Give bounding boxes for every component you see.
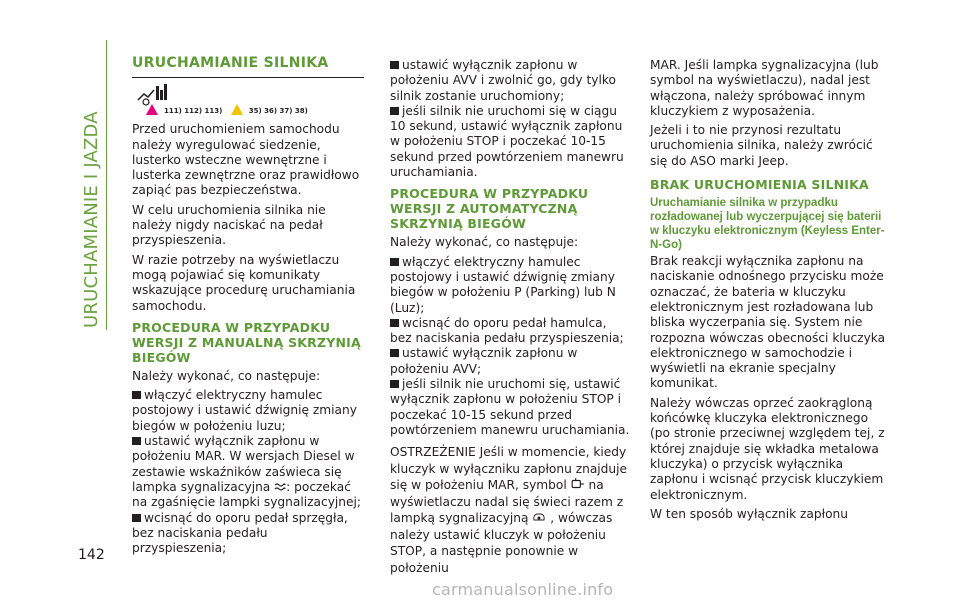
key-warning-icon — [571, 478, 585, 490]
list-item: wcisnąć do oporu pedał hamulca, bez naciskania pedału przyspieszenia; — [390, 315, 624, 346]
page-number: 142 — [78, 547, 105, 563]
caution-references: 35) 36) 37) 38) — [248, 107, 308, 116]
warning-paragraph: OSTRZEŻENIE Jeśli w momencie, kiedy kluczyk w wyłączniku zapłonu znajduje się w położeniu MAR, symbol na wyświetlaczu nadal się świeci razem z lampką sygnalizacyjną , wówczas należy ustawić kluczyk w położeniu STOP, a następnie ponownie w położeniu — [390, 445, 628, 575]
subsection-title: Uruchamianie silnika w przypadku rozładowanej lub wyczerpującej się baterii w kluczyku elektronicznym (Keyless Enter-N-Go) — [650, 197, 885, 252]
glow-plug-icon — [274, 482, 286, 492]
paragraph: W celu uruchomienia silnika nie należy nigdy naciskać na pedał przyspieszenia. — [132, 202, 326, 248]
list-item: włączyć elektryczny hamulec postojowy i ustawić dźwignię zmiany biegów w położeniu P (Parking) lub N (Luz); — [390, 254, 616, 315]
section-title: PROCEDURA W PRZYPADKU WERSJI Z AUTOMATYCZNĄ SKRZYNIĄ BIEGÓW — [390, 186, 589, 232]
bullet-icon — [132, 391, 141, 399]
bullet-icon — [390, 258, 399, 266]
chapter-sidebar — [78, 38, 106, 328]
paragraph: Należy wykonać, co następuje: — [390, 235, 579, 250]
list-item: ustawić wyłącznik zapłonu w położeniu AVV; — [390, 346, 578, 376]
column-1 — [132, 50, 364, 556]
list-item: jeśli silnik nie uruchomi się, ustawić wyłącznik zapłonu w położeniu STOP i poczekać 10-15 sekund przed powtórzeniem manewru uruchamiania. — [390, 377, 630, 437]
list-item: wcisnąć do oporu pedał sprzęgła, bez naciskania pedału przyspieszenia; — [132, 510, 348, 556]
watermark: carmanualsonline.info — [432, 580, 614, 599]
bullet-icon — [390, 319, 399, 327]
list-item: jeśli silnik nie uruchomi się w ciągu 10 sekund, ustawić wyłącznik zapłonu w położeniu STOP i poczekać 10-15 sekund przed powtórzeniem manewru uruchamiania. — [390, 103, 624, 180]
caution-icon — [231, 104, 243, 115]
sidebar-divider — [106, 40, 107, 330]
list-item: ustawić wyłącznik zapłonu w położeniu MAR. W wersjach Diesel w zestawie wskaźników zaświeca się lampka sygnalizacyjna : poczekać na zgaśnięcie lampki sygnalizacyjnej; — [132, 434, 362, 510]
reference-row — [132, 104, 364, 120]
paragraph: Jeżeli i to nie przynosi rezultatu uruchomienia silnika, należy zwrócić się do ASO marki Jeep. — [650, 123, 873, 168]
paragraph: W ten sposób wyłącznik zapłonu — [650, 506, 848, 521]
engine-start-icon — [136, 82, 170, 106]
paragraph: W razie potrzeby na wyświetlaczu mogą pojawiać się komunikaty wskazujące procedurę uruchamiania samochodu. — [132, 252, 356, 313]
page-title: URUCHAMIANIE SILNIKA — [132, 56, 364, 78]
list-item: ustawić wyłącznik zapłonu w położeniu AVV i zwolnić go, gdy tylko silnik zostanie uruchomiony; — [390, 58, 616, 103]
icon-row — [132, 78, 364, 104]
warning-icon — [146, 104, 158, 115]
bullet-icon — [132, 514, 141, 522]
section-title: PROCEDURA W PRZYPADKU WERSJI Z MANUALNĄ SKRZYNIĄ BIEGÓW — [132, 319, 361, 365]
bullet-icon — [390, 380, 399, 388]
bullet-icon — [390, 349, 399, 357]
warning-references: 111) 112) 113) — [164, 107, 223, 116]
column-2 — [390, 58, 630, 580]
immobilizer-icon — [532, 511, 546, 523]
paragraph: Przed uruchomieniem samochodu należy wyregulować siedzenie, lusterko wsteczne wewnętrzne i lusterka zewnętrzne oraz prawidłowo zapiąć pas bezpieczeństwa. — [132, 122, 360, 198]
list-item: włączyć elektryczny hamulec postojowy i ustawić dźwignię zmiany biegów w położeniu luzu; — [132, 388, 357, 433]
bullet-icon — [132, 437, 141, 445]
paragraph: MAR. Jeśli lampka sygnalizacyjna (lub symbol na wyświetlaczu), nadal jest włączona, należy spróbować innym kluczykiem z wyposażenia. — [650, 58, 879, 118]
column-3 — [650, 58, 886, 526]
section-title: BRAK URUCHOMIENIA SILNIKA — [650, 177, 869, 193]
bullet-icon — [390, 107, 399, 115]
paragraph: Brak reakcji wyłącznika zapłonu na naciskanie odnośnego przycisku może oznaczać, że bateria w kluczyku elektronicznym jest rozładowana lub bliska wyczerpania się. System nie rozpozna wówczas obecności kluczyka elektronicznego w samochodzie i wyświetli na ekranie specjalny komunikat. — [650, 254, 886, 391]
paragraph: Należy wykonać, co następuje: — [132, 368, 321, 383]
bullet-icon — [390, 61, 399, 69]
paragraph: Należy wówczas oprzeć zaokrągloną końcówkę kluczyka elektronicznego (po stronie przeciwnej względem tej, z której znajduje się wkładka metalowa kluczyka) o przycisk wyłącznika zapłonu i wcisnąć przycisk kluczykiem elektronicznym. — [650, 395, 885, 502]
chapter-title: URUCHAMIANIE I JAZDA — [81, 111, 102, 328]
